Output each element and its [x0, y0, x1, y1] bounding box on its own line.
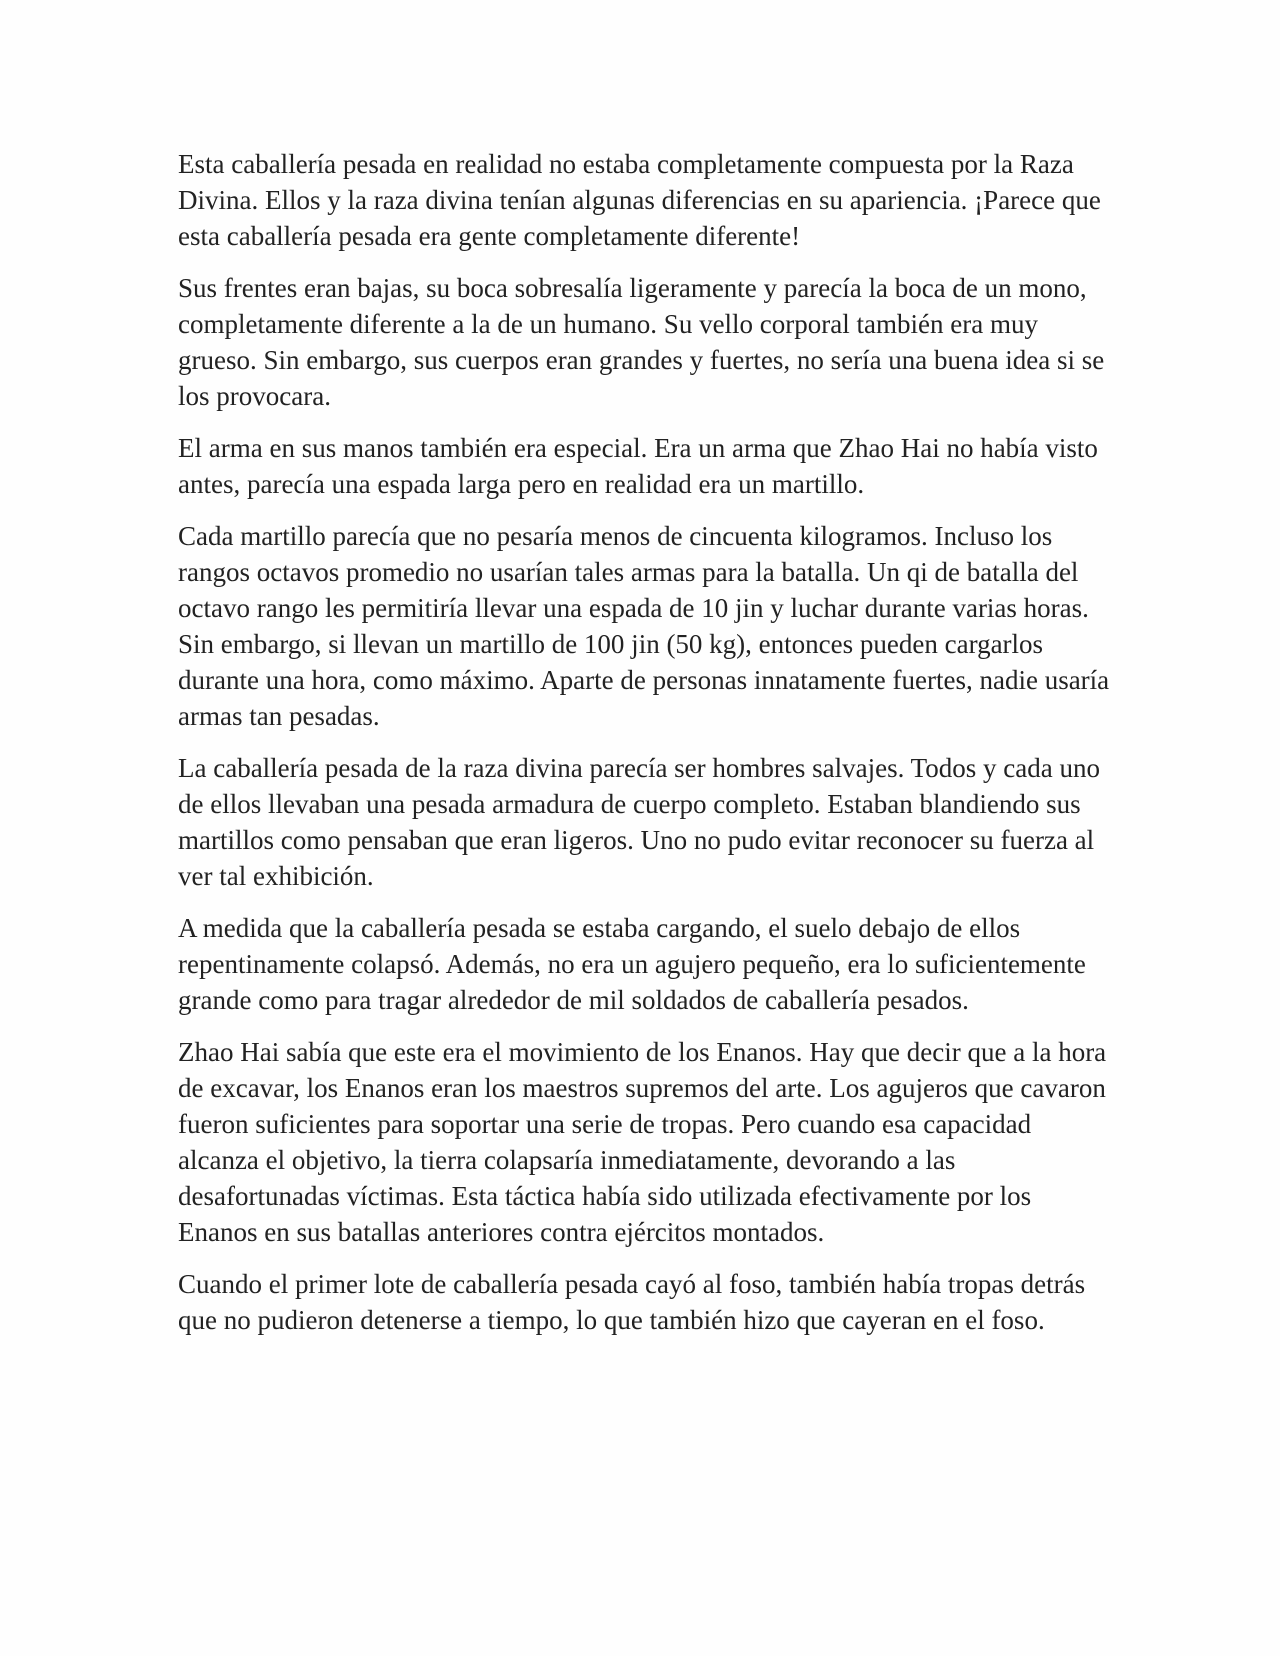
paragraph-1: Esta caballería pesada en realidad no estaba completamente compuesta por la Raza Divina. Ellos y la raza divina tenían algunas diferencias en su apariencia. ¡Parece que esta caballería pesada era gente completamente diferente! — [178, 149, 1101, 251]
paragraph-2: Sus frentes eran bajas, su boca sobresalía ligeramente y parecía la boca de un mono, completamente diferente a la de un humano. Su vello corporal también era muy grueso. Sin embargo, sus cuerpos eran grandes y fuertes, no sería una buena idea si se los provocara. — [178, 273, 1105, 411]
paragraph-7: Zhao Hai sabía que este era el movimiento de los Enanos. Hay que decir que a la hora de excavar, los Enanos eran los maestros supremos del arte. Los agujeros que cavaron fueron suficientes para soportar una serie de tropas. Pero cuando esa capacidad alcanza el objetivo, la tierra colapsaría inmediatamente, devorando a las desafortunadas víctimas. Esta táctica había sido utilizada efectivamente por los Enanos en sus batallas anteriores contra ejércitos montados. — [178, 1037, 1107, 1247]
paragraph-3: El arma en sus manos también era especial. Era un arma que Zhao Hai no había visto antes, parecía una espada larga pero en realidad era un martillo. — [178, 433, 1098, 499]
paragraph-8: Cuando el primer lote de caballería pesada cayó al foso, también había tropas detrás que no pudieron detenerse a tiempo, lo que también hizo que cayeran en el foso. — [178, 1269, 1086, 1335]
paragraph-6: A medida que la caballería pesada se estaba cargando, el suelo debajo de ellos repentinamente colapsó. Además, no era un agujero pequeño, era lo suficientemente grande como para tragar alrededor de mil soldados de caballería pesados. — [178, 913, 1086, 1015]
paragraph-4: Cada martillo parecía que no pesaría menos de cincuenta kilogramos. Incluso los rangos octavos promedio no usarían tales armas para la batalla. Un qi de batalla del octavo rango les permitiría llevar una espada de 10 jin y luchar durante varias horas. Sin embargo, si llevan un martillo de 100 jin (50 kg), entonces pueden cargarlos durante una hora, como máximo. Aparte de personas innatamente fuertes, nadie usaría armas tan pesadas. — [178, 521, 1110, 731]
document-body — [178, 146, 1110, 1354]
paragraph-5: La caballería pesada de la raza divina parecía ser hombres salvajes. Todos y cada uno de ellos llevaban una pesada armadura de cuerpo completo. Estaban blandiendo sus martillos como pensaban que eran ligeros. Uno no pudo evitar reconocer su fuerza al ver tal exhibición. — [178, 753, 1100, 891]
